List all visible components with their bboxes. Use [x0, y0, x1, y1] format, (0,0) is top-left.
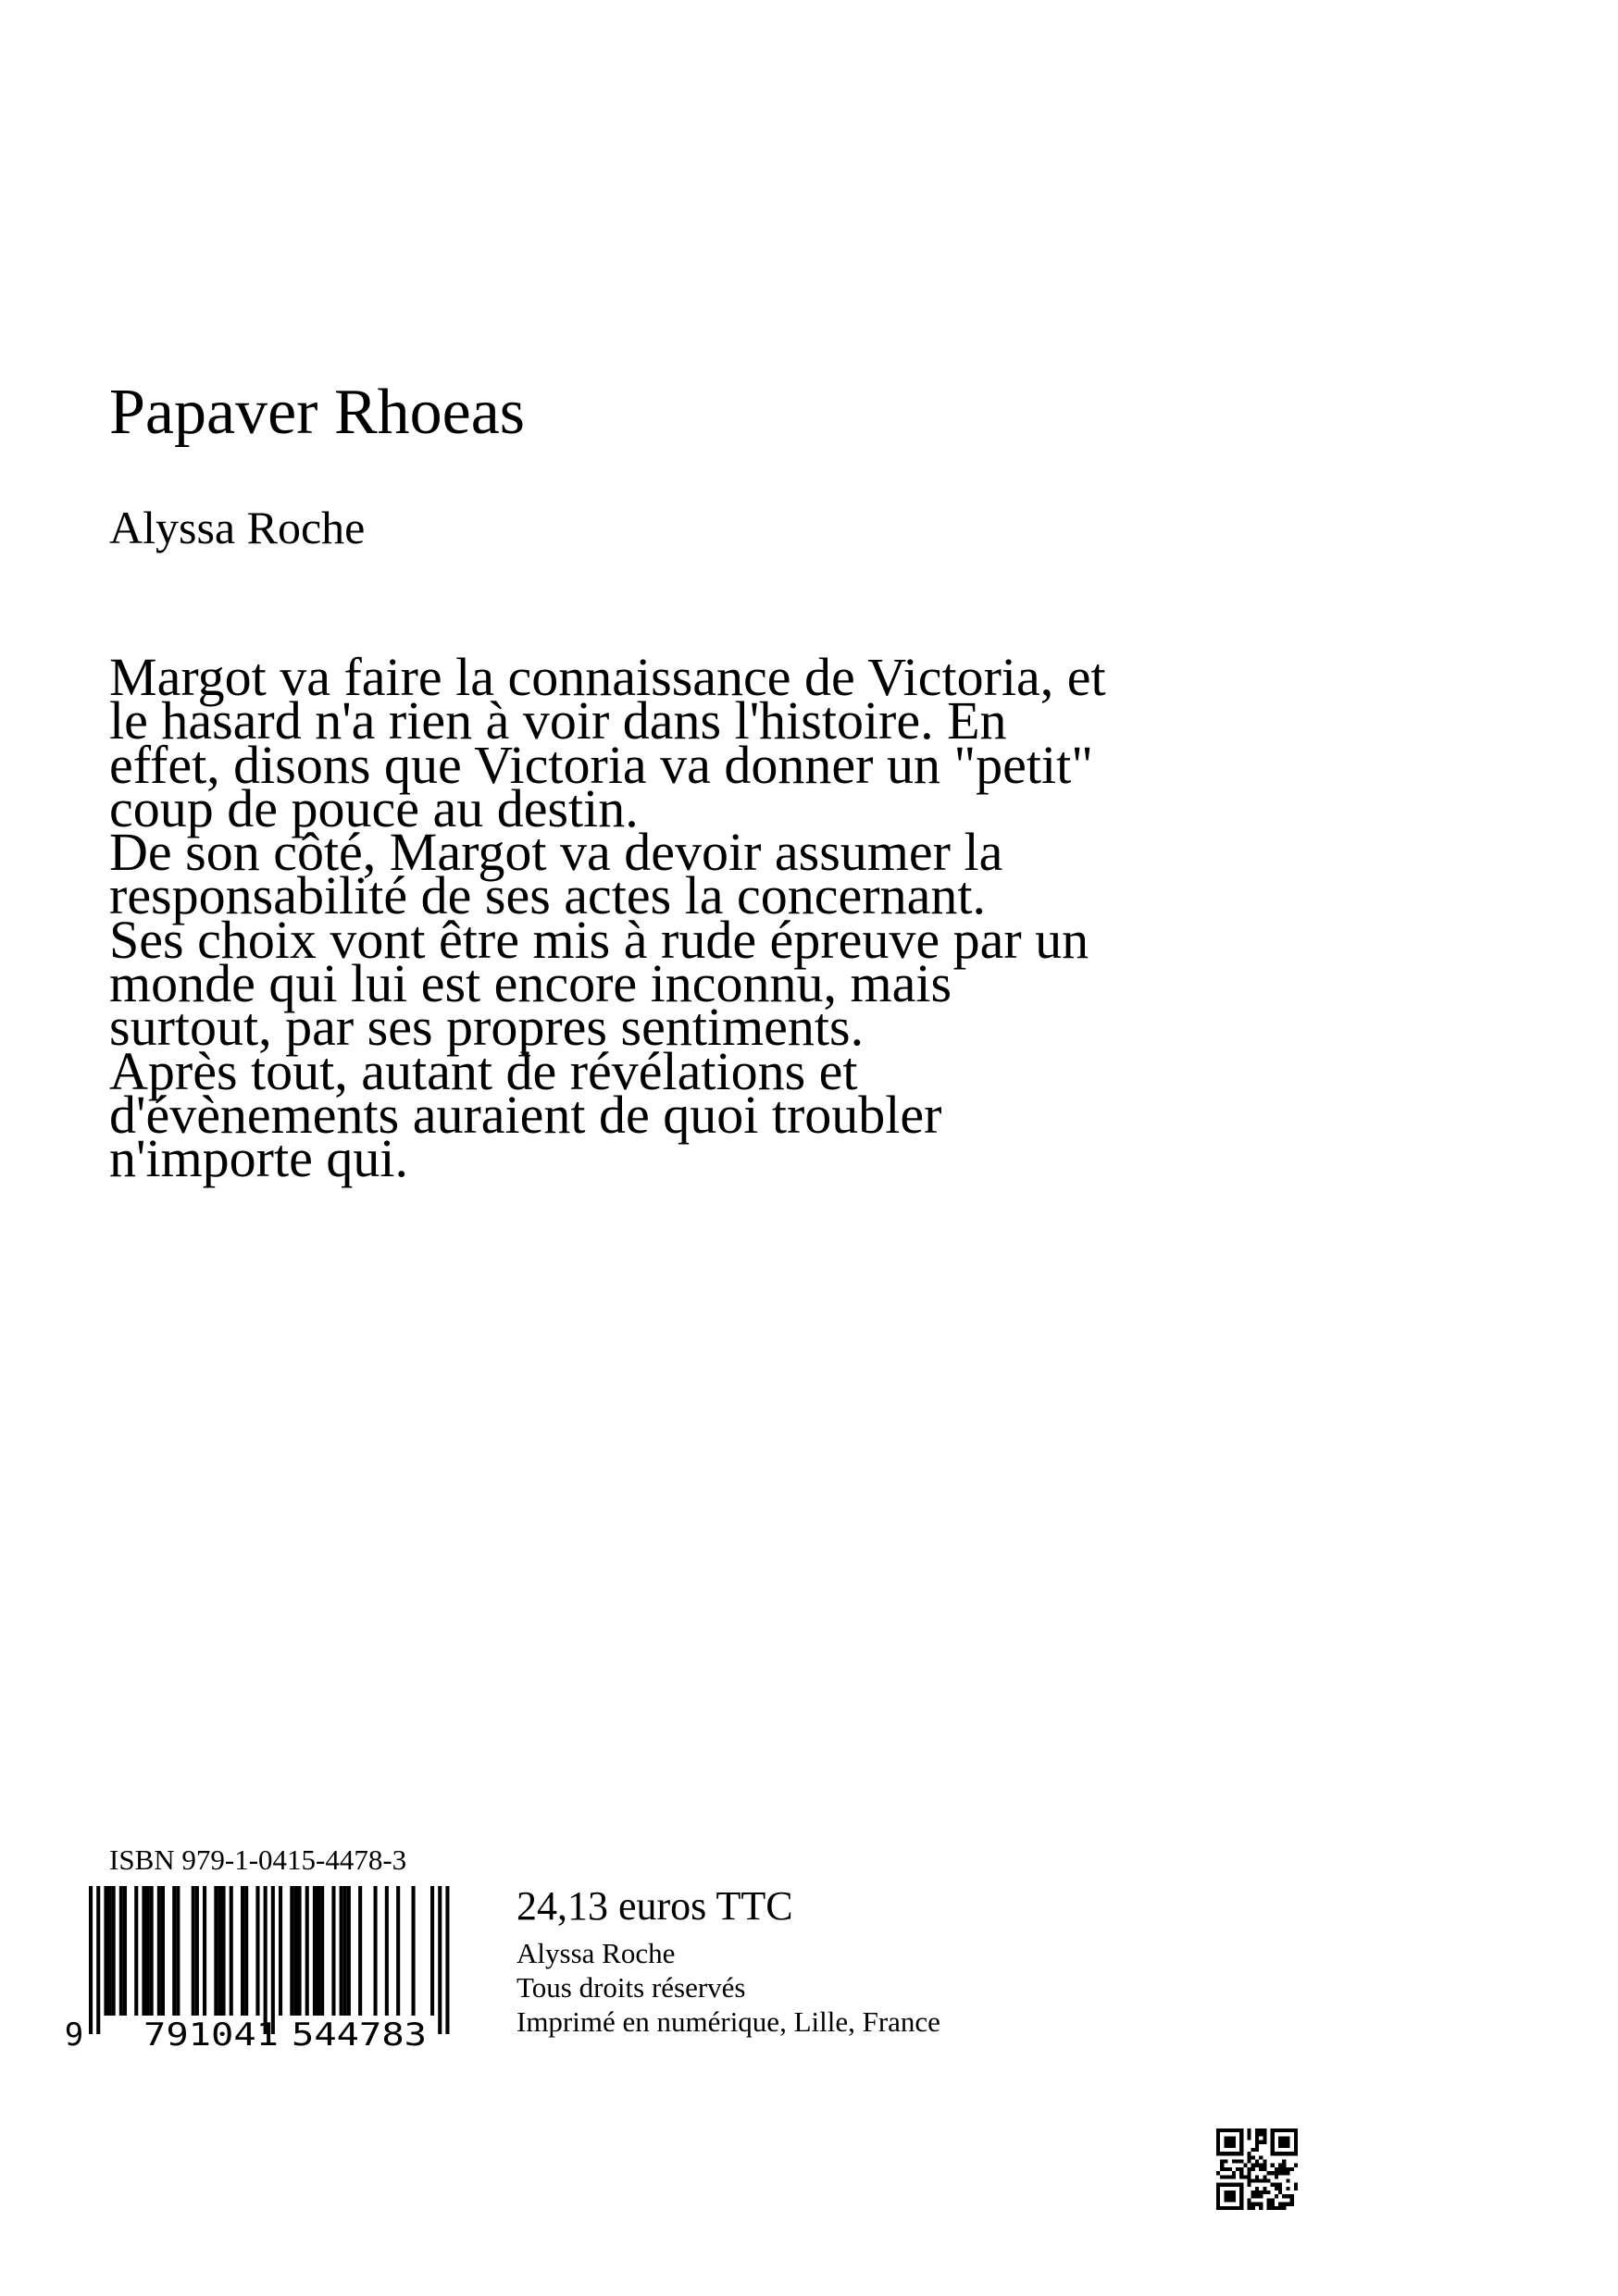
qr-module — [1220, 2167, 1224, 2171]
qr-module — [1248, 2128, 1251, 2132]
qr-module — [1271, 2148, 1275, 2152]
qr-module — [1294, 2187, 1298, 2191]
qr-module — [1239, 2203, 1243, 2206]
qr-module — [1294, 2148, 1298, 2152]
barcode-bar — [255, 1886, 259, 2016]
qr-module — [1263, 2128, 1266, 2132]
qr-module — [1294, 2183, 1298, 2187]
qr-module — [1232, 2144, 1236, 2148]
qr-module — [1228, 2144, 1232, 2148]
qr-module — [1216, 2191, 1220, 2194]
qr-module — [1216, 2187, 1220, 2191]
barcode-bar — [112, 1886, 116, 2016]
qr-module — [1220, 2175, 1224, 2178]
qr-module — [1236, 2167, 1239, 2171]
barcode-bar — [374, 1886, 378, 2016]
barcode-bar — [430, 1886, 434, 2016]
barcode-digits-left: 791041 — [143, 2017, 279, 2048]
qr-module — [1263, 2191, 1266, 2194]
qr-module — [1271, 2144, 1275, 2148]
qr-module — [1266, 2178, 1270, 2182]
blurb-line: le hasard n'a rien à voir dans l'histoire. En — [109, 690, 1007, 751]
barcode-bar — [385, 1886, 389, 2016]
qr-module — [1278, 2191, 1282, 2194]
qr-module — [1216, 2183, 1220, 2187]
qr-module — [1278, 2164, 1282, 2167]
qr-module — [1286, 2136, 1289, 2140]
barcode-digit-first: 9 — [64, 2017, 84, 2048]
qr-module — [1282, 2141, 1286, 2144]
qr-module — [1294, 2144, 1298, 2148]
qr-module — [1216, 2171, 1220, 2175]
blurb-line: surtout, par ses propres sentiments. — [109, 997, 865, 1058]
blurb-line: responsabilité de ses actes la concernant. — [109, 865, 986, 926]
barcode-bar — [119, 1886, 123, 2016]
qr-module — [1282, 2167, 1286, 2171]
qr-module — [1271, 2141, 1275, 2144]
qr-module — [1216, 2198, 1220, 2202]
barcode-bar — [412, 1886, 416, 2016]
qr-module — [1236, 2128, 1239, 2132]
qr-module — [1248, 2175, 1251, 2178]
qr-module — [1228, 2167, 1232, 2171]
rights-notice: Tous droits réservés — [517, 1971, 746, 2004]
qr-module — [1286, 2167, 1289, 2171]
qr-module — [1239, 2191, 1243, 2194]
qr-module — [1220, 2164, 1224, 2167]
qr-module — [1224, 2175, 1227, 2178]
qr-module — [1255, 2175, 1259, 2178]
printing-notice: Imprimé en numérique, Lille, France — [517, 2005, 940, 2038]
barcode-bar — [161, 1886, 165, 2016]
barcode-bar — [320, 1886, 324, 2016]
qr-module — [1216, 2148, 1220, 2152]
qr-module — [1248, 2203, 1251, 2206]
qr-module — [1286, 2144, 1289, 2148]
barcode-bar — [195, 1886, 199, 2016]
qr-module — [1271, 2203, 1275, 2206]
book-title: Papaver Rhoeas — [109, 377, 526, 448]
qr-module — [1239, 2128, 1243, 2132]
qr-module — [1282, 2171, 1286, 2175]
qr-module — [1271, 2132, 1275, 2136]
qr-module — [1255, 2148, 1259, 2152]
qr-module — [1220, 2206, 1224, 2210]
barcode-bar — [176, 1886, 180, 2016]
qr-module — [1248, 2178, 1251, 2182]
qr-module — [1232, 2128, 1236, 2132]
barcode-bar — [313, 1886, 317, 2016]
qr-module — [1263, 2132, 1266, 2136]
barcode-bar — [104, 1886, 107, 2016]
qr-module — [1255, 2191, 1259, 2194]
qr-module — [1228, 2191, 1232, 2194]
qr-module — [1251, 2155, 1255, 2159]
qr-module — [1220, 2128, 1224, 2132]
qr-module — [1255, 2187, 1259, 2191]
qr-module — [1224, 2183, 1227, 2187]
barcode-digits-right: 544783 — [292, 2017, 427, 2048]
qr-module — [1255, 2144, 1259, 2148]
qr-module — [1294, 2164, 1298, 2167]
qr-module — [1220, 2183, 1224, 2187]
blurb-line: d'évènements auraient de quoi troubler — [109, 1084, 942, 1145]
barcode-bar — [445, 1886, 449, 2034]
qr-module — [1232, 2160, 1236, 2164]
qr-module — [1271, 2128, 1275, 2132]
qr-module — [1248, 2155, 1251, 2159]
qr-module — [1239, 2198, 1243, 2202]
isbn-label: ISBN 979-1-0415-4478-3 — [109, 1843, 407, 1876]
qr-module — [1282, 2206, 1286, 2210]
qr-module — [1271, 2206, 1275, 2210]
blurb-line: coup de pouce au destin. — [109, 777, 639, 838]
barcode-bar — [340, 1886, 343, 2016]
blurb-line: n'importe qui. — [109, 1128, 408, 1189]
qr-module — [1294, 2128, 1298, 2132]
barcode-bar — [396, 1886, 400, 2016]
qr-module — [1216, 2206, 1220, 2210]
qr-module — [1239, 2144, 1243, 2148]
qr-module — [1263, 2136, 1266, 2140]
qr-module — [1275, 2152, 1278, 2155]
qr-module — [1228, 2136, 1232, 2140]
qr-module — [1278, 2183, 1282, 2187]
barcode-bar — [214, 1886, 218, 2016]
qr-module — [1239, 2194, 1243, 2198]
barcode-bar — [298, 1886, 302, 2016]
qr-module — [1232, 2171, 1236, 2175]
barcode-bar — [192, 1886, 195, 2016]
qr-module — [1216, 2144, 1220, 2148]
qr-module — [1251, 2194, 1255, 2198]
qr-module — [1278, 2206, 1282, 2210]
qr-module — [1239, 2175, 1243, 2178]
barcode-bar — [123, 1886, 127, 2016]
qr-module — [1251, 2148, 1255, 2152]
qr-module — [1232, 2175, 1236, 2178]
qr-module — [1255, 2132, 1259, 2136]
qr-module — [1286, 2128, 1289, 2132]
qr-module — [1282, 2194, 1286, 2198]
qr-module — [1259, 2178, 1263, 2182]
qr-module — [1232, 2141, 1236, 2144]
qr-module — [1255, 2160, 1259, 2164]
qr-module — [1278, 2187, 1282, 2191]
qr-module — [1248, 2206, 1251, 2210]
qr-module — [1266, 2206, 1270, 2210]
qr-module — [1275, 2194, 1278, 2198]
qr-module — [1239, 2136, 1243, 2140]
qr-module — [1248, 2132, 1251, 2136]
qr-module — [1259, 2203, 1263, 2206]
barcode-bar — [438, 1886, 442, 2034]
qr-module — [1248, 2167, 1251, 2171]
qr-module — [1286, 2152, 1289, 2155]
qr-module — [1259, 2164, 1263, 2167]
qr-module — [1228, 2175, 1232, 2178]
qr-module — [1275, 2128, 1278, 2132]
qr-module — [1263, 2175, 1266, 2178]
barcode-bar — [203, 1886, 206, 2016]
qr-module — [1259, 2206, 1263, 2210]
barcode-bar — [347, 1886, 351, 2016]
qr-module — [1290, 2198, 1294, 2202]
qr-module — [1236, 2206, 1239, 2210]
qr-module — [1248, 2160, 1251, 2164]
qr-module — [1278, 2167, 1282, 2171]
qr-module — [1243, 2164, 1247, 2167]
qr-module — [1286, 2141, 1289, 2144]
qr-module — [1220, 2160, 1224, 2164]
price: 24,13 euros TTC — [517, 1883, 793, 1929]
qr-module — [1239, 2187, 1243, 2191]
barcode-bar — [290, 1886, 293, 2016]
barcode-bar — [264, 1886, 268, 2034]
qr-module — [1282, 2203, 1286, 2206]
barcode-bar — [222, 1886, 226, 2016]
qr-module — [1259, 2128, 1263, 2132]
qr-module — [1228, 2194, 1232, 2198]
qr-module — [1243, 2175, 1247, 2178]
qr-module — [1216, 2128, 1220, 2132]
barcode-bar — [172, 1886, 176, 2016]
qr-module — [1282, 2164, 1286, 2167]
qr-module — [1239, 2160, 1243, 2164]
barcode-bar — [271, 1886, 275, 2034]
qr-module — [1271, 2152, 1275, 2155]
qr-module — [1263, 2178, 1266, 2182]
qr-module — [1251, 2203, 1255, 2206]
qr-module — [1239, 2171, 1243, 2175]
qr-module — [1286, 2171, 1289, 2175]
qr-module — [1266, 2191, 1270, 2194]
qr-module — [1290, 2152, 1294, 2155]
barcode-bar — [293, 1886, 297, 2016]
qr-module — [1251, 2167, 1255, 2171]
barcode-bar — [108, 1886, 112, 2016]
qr-module — [1278, 2141, 1282, 2144]
blurb-line: Après tout, autant de révélations et — [109, 1040, 858, 1101]
qr-module — [1259, 2155, 1263, 2159]
qr-module — [1263, 2141, 1266, 2144]
qr-module — [1236, 2160, 1239, 2164]
qr-module — [1278, 2128, 1282, 2132]
qr-module — [1251, 2206, 1255, 2210]
qr-module — [1294, 2152, 1298, 2155]
barcode-bar — [134, 1886, 138, 2016]
qr-module — [1266, 2198, 1270, 2202]
qr-module — [1278, 2152, 1282, 2155]
qr-module — [1282, 2160, 1286, 2164]
qr-module — [1275, 2183, 1278, 2187]
qr-module — [1248, 2152, 1251, 2155]
qr-module — [1224, 2191, 1227, 2194]
qr-module — [1266, 2171, 1270, 2175]
barcode-bar — [146, 1886, 150, 2016]
qr-module — [1290, 2194, 1294, 2198]
qr-module — [1236, 2183, 1239, 2187]
qr-module — [1251, 2178, 1255, 2182]
qr-module — [1255, 2203, 1259, 2206]
qr-module — [1255, 2128, 1259, 2132]
qr-module — [1290, 2167, 1294, 2171]
qr-module — [1255, 2178, 1259, 2182]
qr-module — [1248, 2183, 1251, 2187]
qr-module — [1216, 2194, 1220, 2198]
barcode-bar — [150, 1886, 154, 2016]
qr-module — [1271, 2183, 1275, 2187]
qr-module — [1263, 2187, 1266, 2191]
qr-module — [1232, 2152, 1236, 2155]
qr-module — [1290, 2128, 1294, 2132]
barcode-bar — [89, 1886, 93, 2034]
blurb-line: Ses choix vont être mis à rude épreuve par un — [109, 909, 1089, 970]
qr-module — [1290, 2203, 1294, 2206]
qr-module — [1263, 2167, 1266, 2171]
qr-module — [1294, 2132, 1298, 2136]
qr-module — [1275, 2171, 1278, 2175]
qr-module — [1271, 2198, 1275, 2202]
barcode-bar — [142, 1886, 145, 2016]
qr-module — [1255, 2164, 1259, 2167]
qr-module — [1275, 2167, 1278, 2171]
qr-module — [1271, 2136, 1275, 2140]
qr-module — [1271, 2171, 1275, 2175]
qr-module — [1232, 2183, 1236, 2187]
qr-module — [1275, 2187, 1278, 2191]
qr-module — [1232, 2198, 1236, 2202]
qr-module — [1263, 2160, 1266, 2164]
qr-module — [1259, 2141, 1263, 2144]
isbn-barcode — [61, 1886, 457, 2048]
qr-module — [1224, 2152, 1227, 2155]
barcode-bar — [218, 1886, 221, 2016]
qr-module — [1282, 2152, 1286, 2155]
barcode-bar — [241, 1886, 244, 2016]
qr-module — [1275, 2175, 1278, 2178]
qr-module — [1232, 2194, 1236, 2198]
qr-module — [1239, 2183, 1243, 2187]
qr-module — [1286, 2178, 1289, 2182]
blurb-line: monde qui lui est encore inconnu, mais — [109, 953, 952, 1014]
qr-module — [1216, 2136, 1220, 2140]
qr-module — [1228, 2128, 1232, 2132]
qr-module — [1239, 2148, 1243, 2152]
qr-module — [1224, 2141, 1227, 2144]
qr-module — [1216, 2152, 1220, 2155]
qr-module — [1282, 2144, 1286, 2148]
qr-module — [1220, 2152, 1224, 2155]
qr-module — [1278, 2144, 1282, 2148]
qr-module — [1224, 2128, 1227, 2132]
qr-module — [1228, 2183, 1232, 2187]
qr-module — [1255, 2141, 1259, 2144]
publisher-name: Alyssa Roche — [517, 1937, 676, 1969]
qr-module — [1224, 2136, 1227, 2140]
qr-module — [1251, 2191, 1255, 2194]
barcode-bar — [230, 1886, 233, 2016]
qr-module — [1282, 2136, 1286, 2140]
barcode-bar — [358, 1886, 362, 2016]
qr-module — [1255, 2136, 1259, 2140]
qr-module — [1294, 2136, 1298, 2140]
qr-module — [1232, 2136, 1236, 2140]
book-author: Alyssa Roche — [109, 502, 366, 553]
qr-module — [1232, 2191, 1236, 2194]
qr-module — [1248, 2136, 1251, 2140]
qr-module — [1224, 2167, 1227, 2171]
qr-module — [1251, 2164, 1255, 2167]
qr-module — [1236, 2152, 1239, 2155]
qr-module — [1248, 2198, 1251, 2202]
qr-module — [1263, 2164, 1266, 2167]
qr-module — [1275, 2206, 1278, 2210]
barcode-bar — [244, 1886, 248, 2016]
qr-module — [1259, 2132, 1263, 2136]
blurb-line: De son côté, Margot va devoir assumer la — [109, 822, 1003, 883]
qr-module — [1239, 2206, 1243, 2210]
qr-module — [1239, 2167, 1243, 2171]
qr-module — [1224, 2144, 1227, 2148]
qr-module — [1286, 2187, 1289, 2191]
barcode-bar — [331, 1886, 335, 2016]
qr-module — [1282, 2128, 1286, 2132]
qr-module — [1239, 2152, 1243, 2155]
qr-module — [1248, 2171, 1251, 2175]
barcode-bar — [305, 1886, 309, 2016]
qr-module — [1239, 2132, 1243, 2136]
qr-module — [1239, 2141, 1243, 2144]
barcode-bar — [317, 1886, 320, 2016]
qr-module — [1266, 2203, 1270, 2206]
qr-module — [1224, 2194, 1227, 2198]
qr-module — [1278, 2136, 1282, 2140]
qr-module — [1228, 2206, 1232, 2210]
qr-module — [1259, 2191, 1263, 2194]
qr-module — [1278, 2171, 1282, 2175]
qr-module — [1228, 2152, 1232, 2155]
qr-module — [1294, 2141, 1298, 2144]
qr-module — [1224, 2198, 1227, 2202]
blurb — [109, 647, 1294, 1189]
blurb-line: Margot va faire la connaissance de Victoria, et — [109, 647, 1106, 707]
qr-module — [1286, 2194, 1289, 2198]
blurb-line: effet, disons que Victoria va donner un "petit" — [109, 734, 1093, 795]
qr-module — [1259, 2194, 1263, 2198]
qr-module — [1286, 2203, 1289, 2206]
qr-module — [1232, 2206, 1236, 2210]
qr-module — [1224, 2206, 1227, 2210]
qr-module — [1271, 2164, 1275, 2167]
qr-module — [1216, 2203, 1220, 2206]
barcode-bar — [279, 1886, 282, 2016]
barcode-bar — [157, 1886, 161, 2016]
imprint-block — [517, 1936, 940, 2039]
qr-module — [1216, 2141, 1220, 2144]
qr-module — [1224, 2160, 1227, 2164]
qr-module — [1259, 2167, 1263, 2171]
qr-module — [1278, 2203, 1282, 2206]
barcode-bar — [96, 1886, 100, 2034]
barcode-bar — [343, 1886, 347, 2016]
qr-code — [1216, 2128, 1298, 2210]
qr-module — [1228, 2198, 1232, 2202]
qr-module — [1228, 2141, 1232, 2144]
qr-module — [1216, 2132, 1220, 2136]
qr-module — [1255, 2194, 1259, 2198]
